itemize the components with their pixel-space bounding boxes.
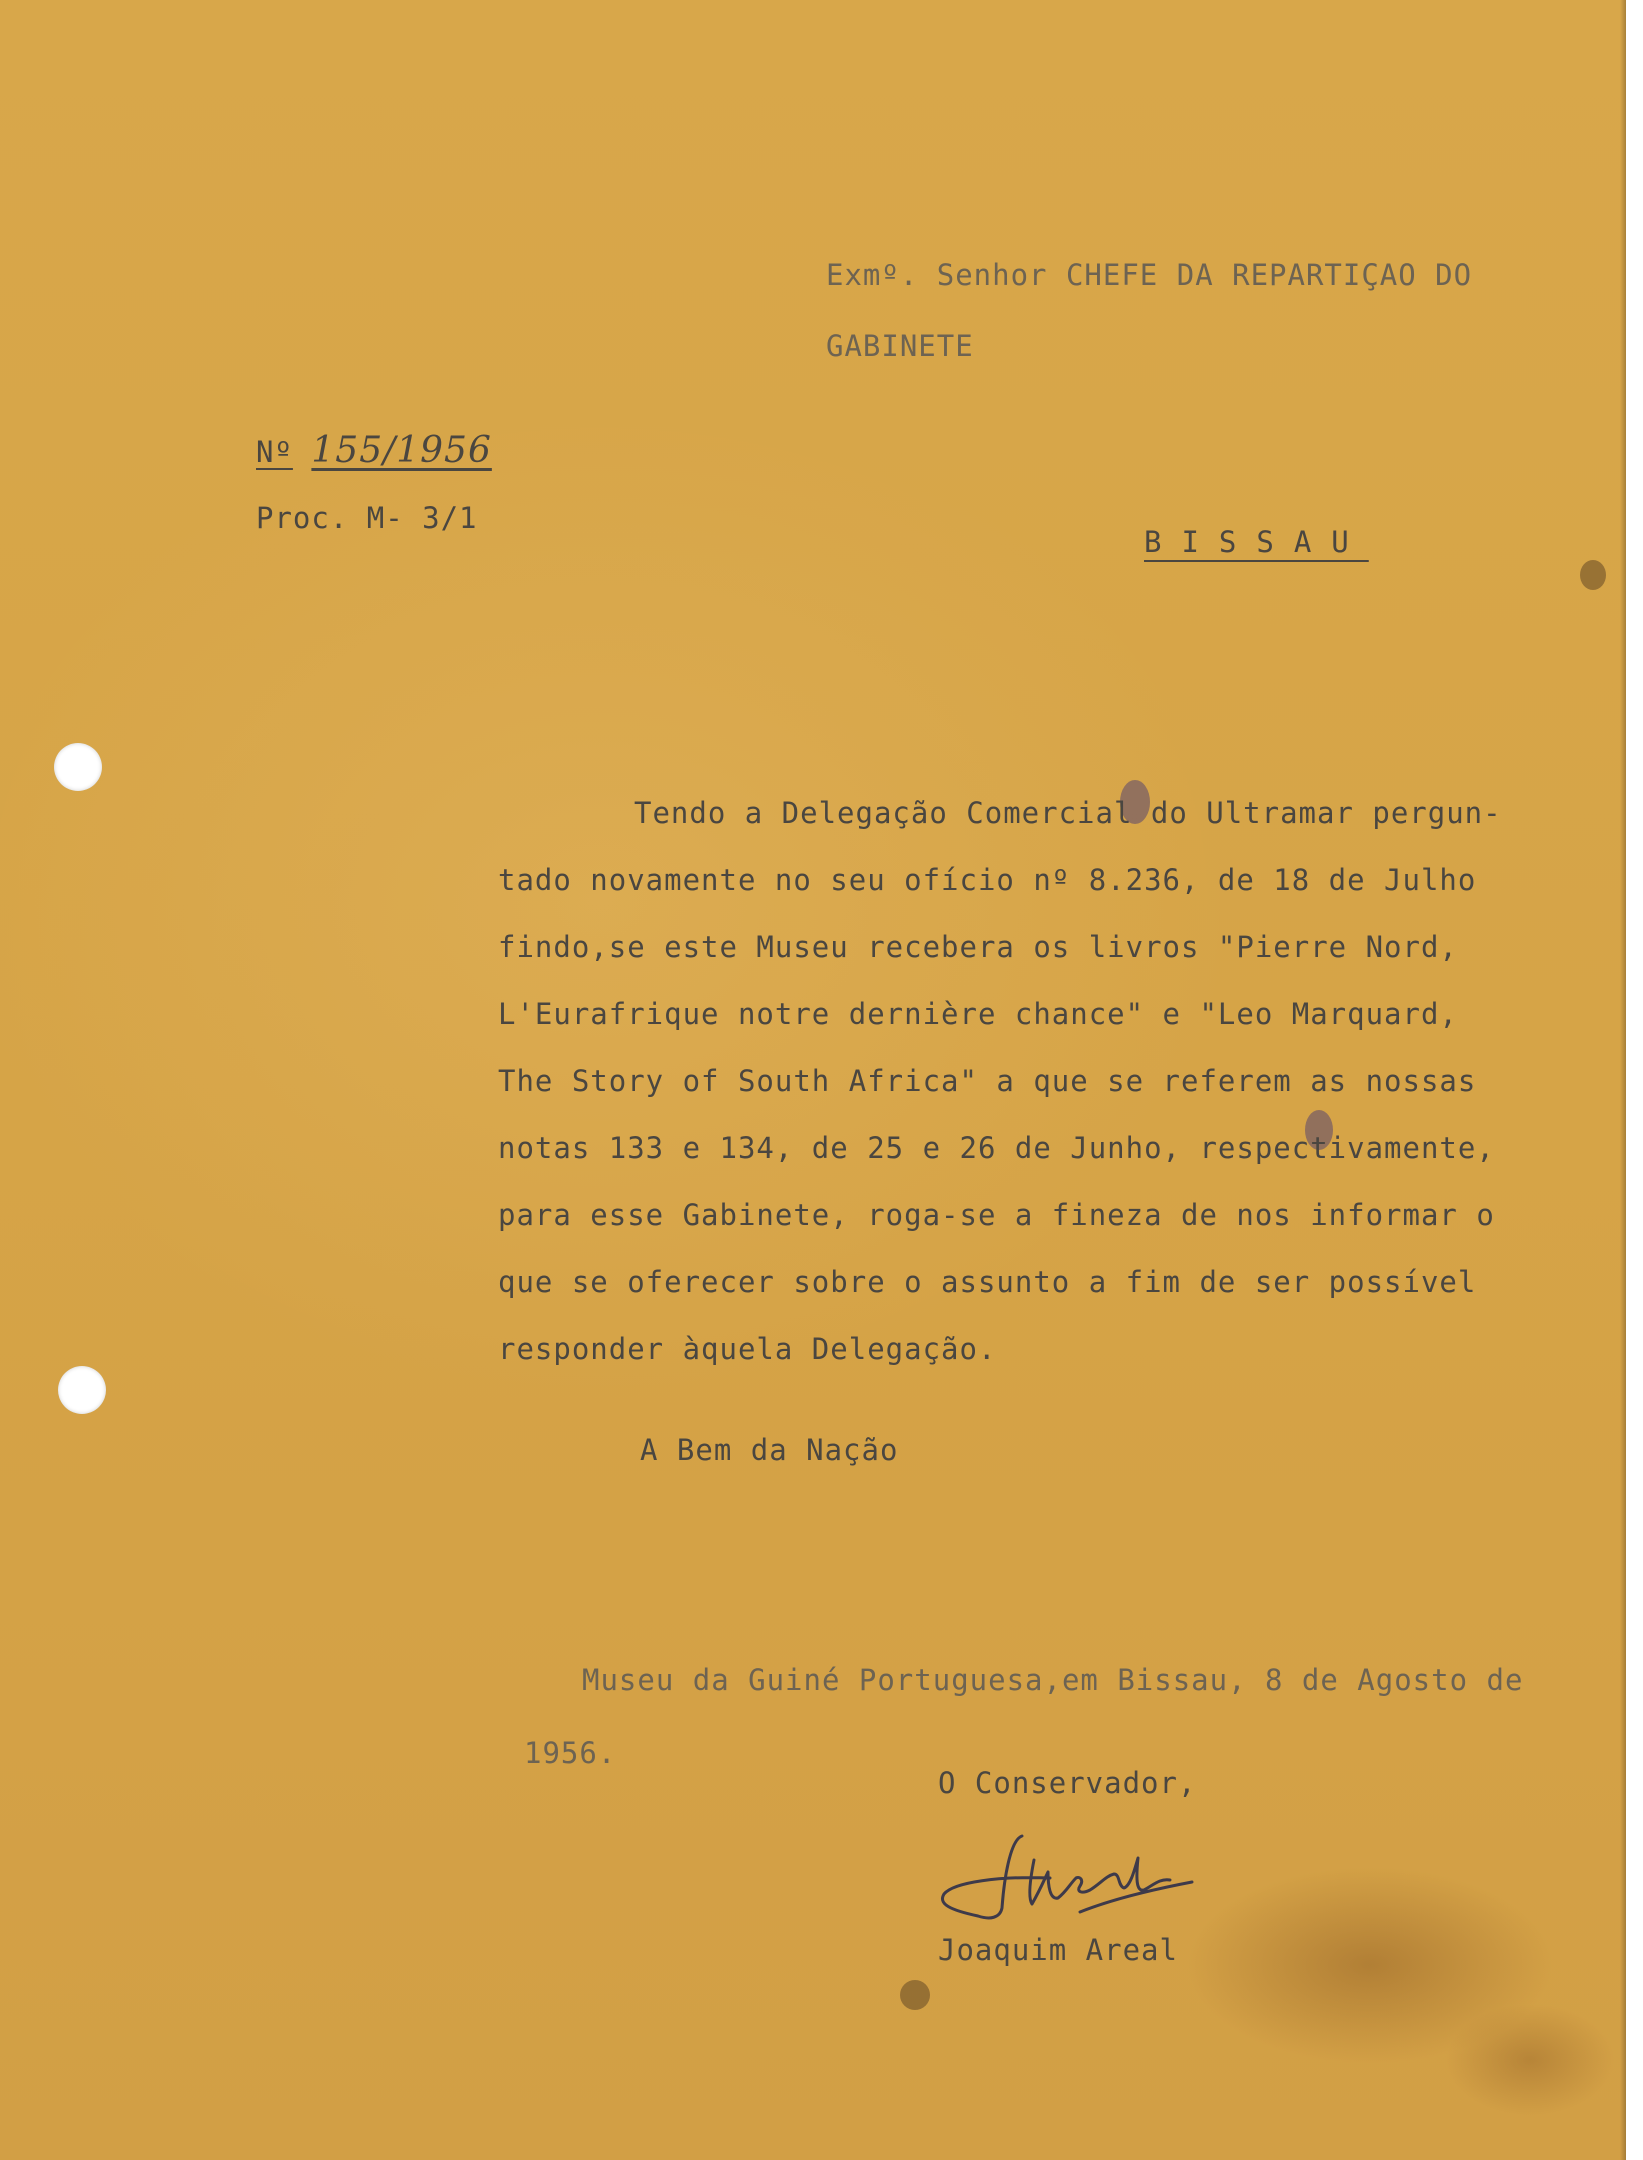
body-line-7: para esse Gabinete, roga-se a fineza de nos informar o: [498, 1198, 1495, 1232]
reference-number: [256, 430, 492, 471]
reference-number-value: 155/1956: [311, 430, 492, 471]
stain-spot: [1580, 560, 1606, 590]
place-date-line-2: 1956.: [524, 1736, 617, 1770]
closing-formula: A Bem da Nação: [640, 1433, 899, 1467]
body-line-1: Tendo a Delegação Comercial do Ultramar pergun-: [634, 796, 1502, 830]
signatory-title: O Conservador,: [938, 1766, 1197, 1800]
process-reference: Proc. M- 3/1: [256, 501, 478, 535]
body-line-8: que se oferecer sobre o assunto a fim de ser possível: [498, 1265, 1477, 1299]
body-line-6: notas 133 e 134, de 25 e 26 de Junho, respectivamente,: [498, 1131, 1495, 1165]
stain-spot: [900, 1980, 930, 2010]
handwritten-signature: [930, 1820, 1230, 1940]
reference-number-label: Nº: [256, 435, 293, 469]
signature-name: Joaquim Areal: [938, 1933, 1178, 1967]
body-line-9: responder àquela Delegação.: [498, 1332, 997, 1366]
body-line-4: L'Eurafrique notre dernière chance" e "Leo Marquard,: [498, 997, 1458, 1031]
body-line-3: findo,se este Museu recebera os livros "Pierre Nord,: [498, 930, 1458, 964]
city-heading: BISSAU: [1144, 525, 1369, 559]
punch-hole-top: [54, 743, 102, 791]
body-line-2: tado novamente no seu ofício nº 8.236, de 18 de Julho: [498, 863, 1477, 897]
addressee-line-2: GABINETE: [826, 329, 974, 363]
punch-hole-bottom: [58, 1366, 106, 1414]
paper-edge: [1620, 0, 1626, 2160]
place-date-line-1: Museu da Guiné Portuguesa,em Bissau, 8 de Agosto de: [582, 1663, 1524, 1697]
body-line-5: The Story of South Africa" a que se referem as nossas: [498, 1064, 1477, 1098]
addressee-line-1: Exmº. Senhor CHEFE DA REPARTIÇAO DO: [826, 258, 1473, 292]
